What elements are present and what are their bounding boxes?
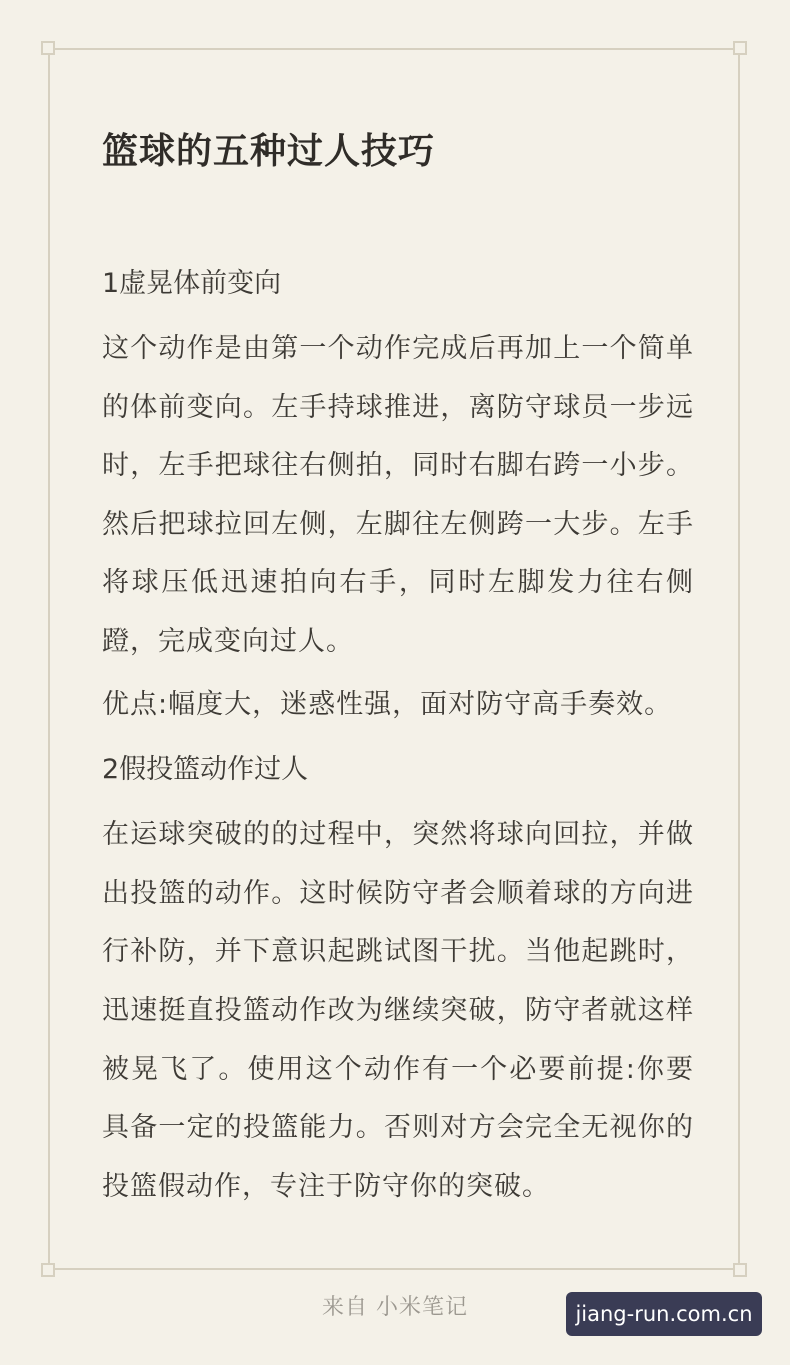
frame-corner-ornament (733, 41, 747, 55)
section-body: 在运球突破的的过程中，突然将球向回拉，并做出投篮的动作。这时候防守者会顺着球的方向进行补防，并下意识起跳试图干扰。当他起跳时，迅速挺直投篮动作改为继续突破，防守者就这样被晃飞了。使用这个动作有一个必要前提:你要具备一定的投篮能力。否则对方会完全无视你的投篮假动作，专注于防守你的突破。 (102, 819, 694, 1202)
frame-corner-ornament (41, 41, 55, 55)
note-content (102, 122, 694, 1220)
section-body: 这个动作是由第一个动作完成后再加上一个简单的体前变向。左手持球推进，离防守球员一步远时，左手把球往右侧拍，同时右脚右跨一小步。然后把球拉回左侧，左脚往左侧跨一大步。左手将球压低迅速拍向右手，同时左脚发力往右侧蹬，完成变向过人。 (102, 333, 694, 657)
note-title: 篮球的五种过人技巧 (102, 131, 436, 172)
section-heading: 2假投篮动作过人 (102, 754, 309, 786)
watermark-badge: jiang-run.com.cn (566, 1292, 762, 1336)
frame-corner-ornament (41, 1263, 55, 1277)
section-heading: 1虚晃体前变向 (102, 268, 282, 299)
frame-corner-ornament (733, 1263, 747, 1277)
source-label: 来自 小米笔记 (322, 1295, 468, 1320)
section-note: 优点:幅度大，迷惑性强，面对防守高手奏效。 (102, 688, 673, 720)
